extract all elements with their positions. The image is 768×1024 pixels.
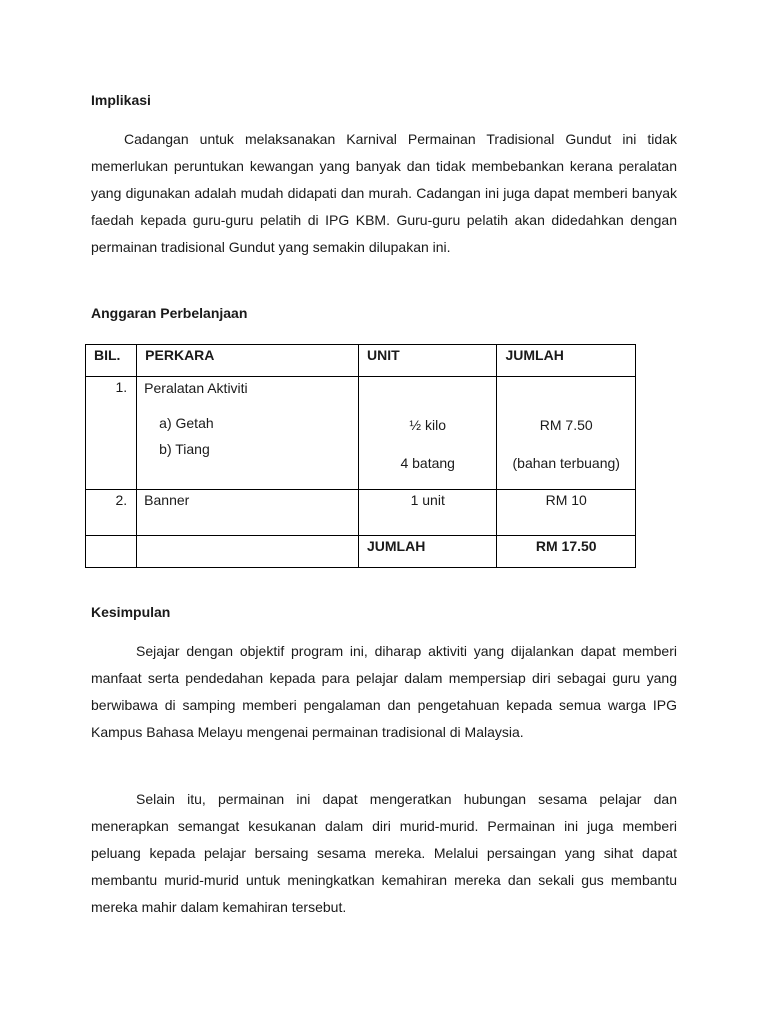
row2-unit [358,490,497,536]
row1-bil: 1. [86,377,137,490]
row1-amount: RM 7.50 [539,417,593,433]
total-label [358,536,497,568]
row2-item-label: Banner [144,492,190,508]
total-perkara-empty [137,536,359,568]
row1-note: (bahan terbuang) [512,455,620,471]
implikasi-paragraph [91,126,677,261]
row1-item-label: Peralatan Aktiviti [144,380,248,396]
row1-unit [358,377,497,490]
total-bil-empty [86,536,137,568]
row1-unit-a: ½ kilo [409,417,446,433]
table-total-row [86,536,636,568]
kesimpulan-text-2: Selain itu, permainan ini dapat mengeratkan hubungan sesama pelajar dan menerapkan semangat kesukanan dalam diri murid-murid. Permainan ini juga memberi peluang kepada pelajar bersaing sesama mereka. Melalui persaingan yang sihat dapat membantu murid-murid untuk meningkatkan kemahiran mereka dan sekali gus membantu mereka mahir dalam kemahiran tersebut. [91,791,677,915]
header-unit: UNIT [358,345,497,377]
anggaran-heading: Anggaran Perbelanjaan [91,305,248,321]
header-jumlah: JUMLAH [497,345,636,377]
total-value [497,536,636,568]
row2-perkara [137,490,359,536]
row2-bil: 2. [86,490,137,536]
header-bil: BIL. [86,345,137,377]
row2-unit-value: 1 unit [410,492,445,508]
total-value-text: RM 17.50 [535,538,597,554]
row1-sub-b: b) Tiang [159,441,210,457]
row1-perkara [137,377,359,490]
implikasi-text: Cadangan untuk melaksanakan Karnival Permainan Tradisional Gundut ini tidak memerlukan peruntukan kewangan yang banyak dan tidak membebankan kerana peralatan yang digunakan adalah mudah didapati dan murah. Cadangan ini juga dapat memberi banyak faedah kepada guru-guru pelatih di IPG KBM. Guru-guru pelatih akan didedahkan dengan permainan tradisional Gundut yang semakin dilupakan ini. [91,131,677,255]
row1-sub-a: a) Getah [159,415,214,431]
row1-jumlah [497,377,636,490]
implikasi-heading: Implikasi [91,92,151,108]
kesimpulan-paragraph-1 [91,638,677,746]
kesimpulan-heading: Kesimpulan [91,604,171,620]
table-row [86,490,636,536]
kesimpulan-text-1: Sejajar dengan objektif program ini, diharap aktiviti yang dijalankan dapat memberi manfaat serta pendedahan kepada para pelajar dalam mempersiap diri sebagai guru yang berwibawa di samping memberi pengalaman dan pengetahuan kepada semua warga IPG Kampus Bahasa Melayu mengenai permainan tradisional di Malaysia. [91,643,677,740]
table-header-row [86,345,636,377]
table-row [86,377,636,490]
row1-unit-b: 4 batang [400,455,455,471]
header-perkara: PERKARA [137,345,359,377]
kesimpulan-paragraph-2 [91,786,677,921]
total-label-text: JUMLAH [366,538,426,554]
row2-amount: RM 10 [545,492,587,508]
budget-table [85,344,636,568]
row2-jumlah [497,490,636,536]
